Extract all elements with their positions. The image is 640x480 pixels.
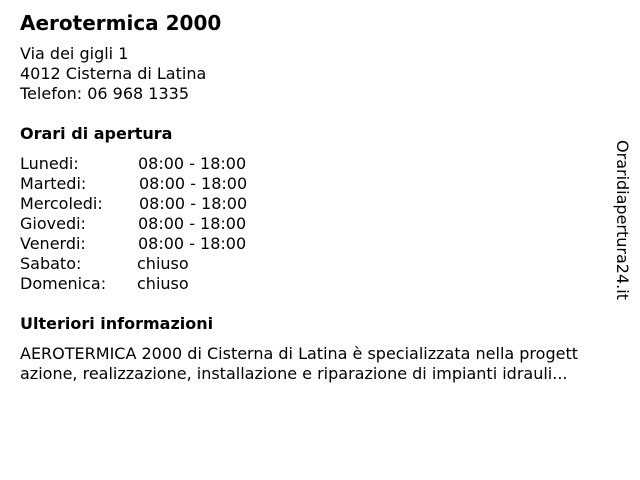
- day-hours: 08:00 - 18:00: [138, 154, 247, 173]
- day-hours: 08:00 - 18:00: [138, 234, 247, 253]
- day-label: Domenica:: [20, 274, 107, 293]
- day-hours: 08:00 - 18:00: [138, 214, 247, 233]
- day-hours: chiuso: [137, 254, 189, 273]
- day-label: Mercoledi:: [20, 194, 103, 213]
- business-name: Aerotermica 2000: [20, 11, 222, 35]
- day-hours: 08:00 - 18:00: [139, 174, 248, 193]
- more-info-heading: Ulteriori informazioni: [20, 314, 214, 333]
- day-hours: 08:00 - 18:00: [139, 194, 248, 213]
- hours-row-saturday: [20, 254, 280, 274]
- hours-row-tuesday: [20, 174, 280, 194]
- address-city: 4012 Cisterna di Latina: [20, 64, 207, 83]
- day-label: Giovedi:: [20, 214, 86, 233]
- hours-row-thursday: [20, 214, 280, 234]
- business-description: [20, 344, 628, 384]
- phone-number: Telefon: 06 968 1335: [20, 84, 190, 103]
- hours-row-friday: [20, 234, 280, 254]
- hours-row-monday: [20, 154, 280, 174]
- day-hours: chiuso: [137, 274, 189, 293]
- day-label: Martedi:: [20, 174, 87, 193]
- hours-row-sunday: [20, 274, 280, 294]
- business-contact: [20, 44, 206, 104]
- opening-hours-heading: Orari di apertura: [20, 124, 173, 143]
- site-watermark: Oraridiapertura24.it: [613, 140, 632, 300]
- address-street: Via dei gigli 1: [20, 44, 129, 63]
- day-label: Sabato:: [20, 254, 82, 273]
- day-label: Venerdi:: [20, 234, 86, 253]
- opening-hours-table: [20, 154, 280, 294]
- day-label: Lunedi:: [20, 154, 79, 173]
- description-line-1: AEROTERMICA 2000 di Cisterna di Latina è specializzata nella progett: [20, 344, 578, 363]
- hours-row-wednesday: [20, 194, 280, 214]
- description-line-2: azione, realizzazione, installazione e riparazione di impianti idrauli...: [20, 364, 568, 383]
